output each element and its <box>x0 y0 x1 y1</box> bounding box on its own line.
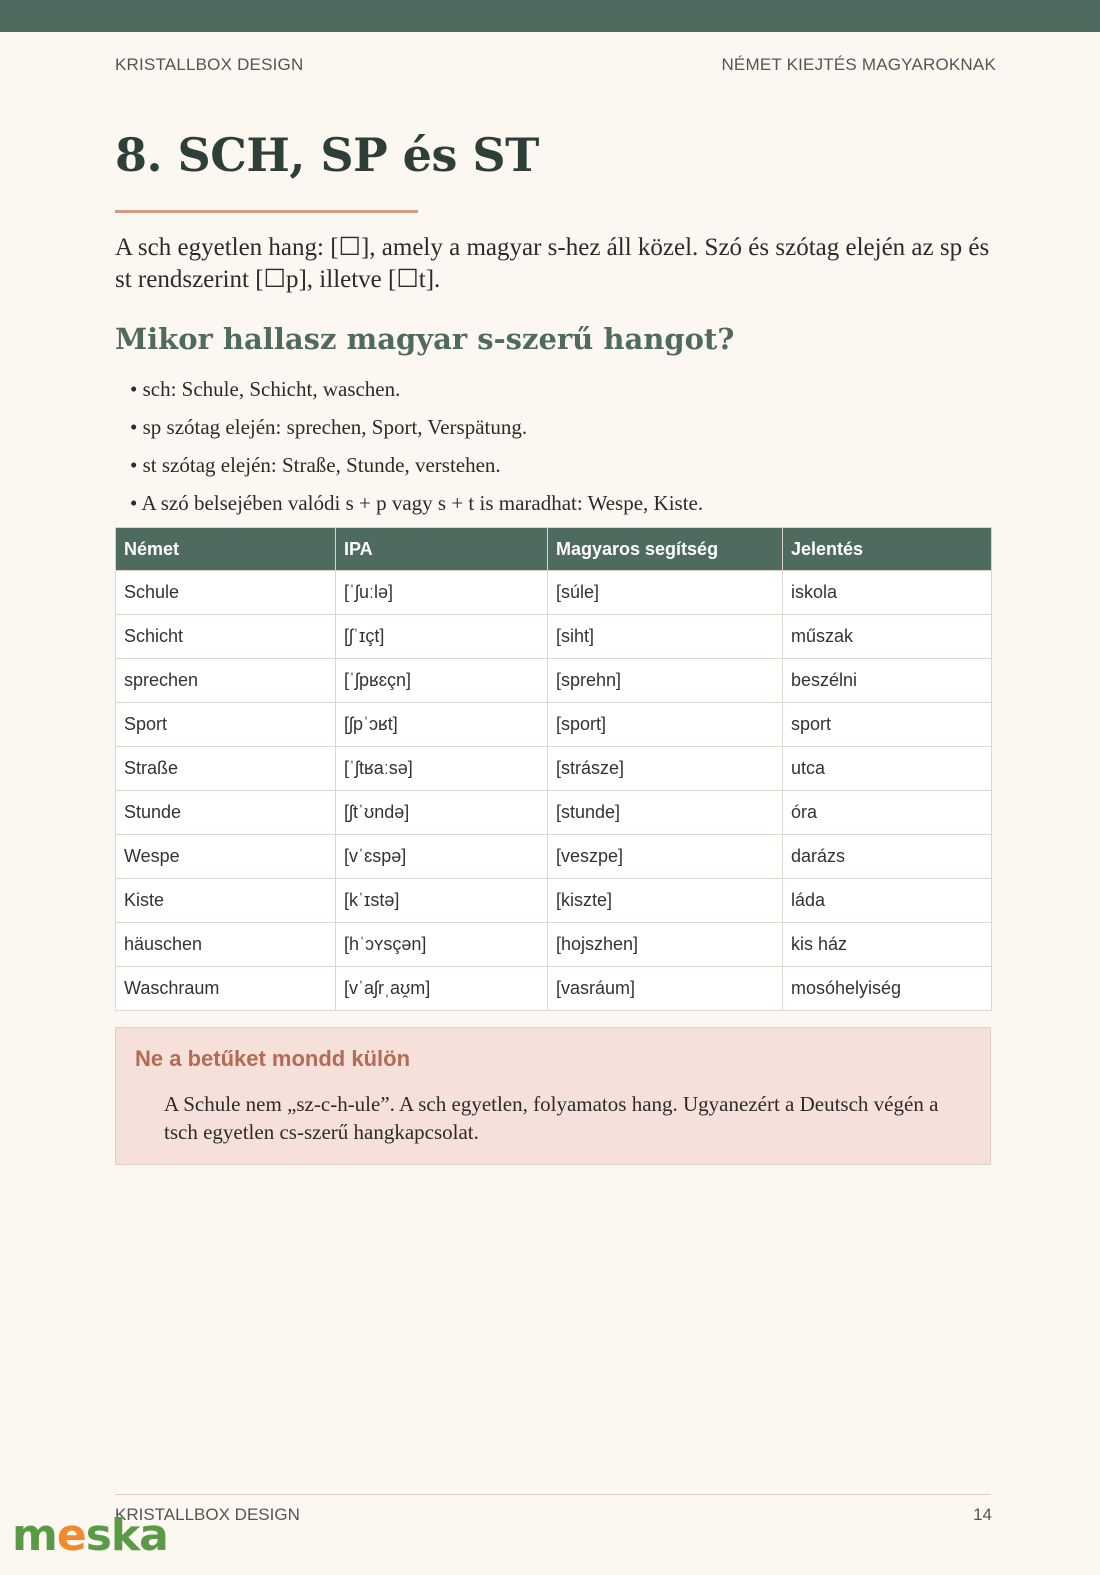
cell-german: Wespe <box>116 835 336 879</box>
title-underline <box>115 210 418 213</box>
page-title: 8. SCH, SP és ST <box>115 128 539 182</box>
cell-german: Sport <box>116 703 336 747</box>
cell-meaning: utca <box>783 747 992 791</box>
page-number: 14 <box>973 1505 992 1524</box>
column-header-german: Német <box>116 528 336 571</box>
column-header-hungarian-help: Magyaros segítség <box>548 528 783 571</box>
cell-german: Stunde <box>116 791 336 835</box>
bullet-list <box>130 374 703 526</box>
cell-ipa: [ˈʃtʁaːsə] <box>336 747 548 791</box>
column-header-ipa: IPA <box>336 528 548 571</box>
table-row <box>116 967 992 1011</box>
cell-german: Straße <box>116 747 336 791</box>
header-book-title: NÉMET KIEJTÉS MAGYAROKNAK <box>721 55 996 74</box>
column-header-meaning: Jelentés <box>783 528 992 571</box>
bullet-item: • st szótag elején: Straße, Stunde, verstehen. <box>130 450 703 488</box>
cell-hungarian-help: [sprehn] <box>548 659 783 703</box>
cell-hungarian-help: [súle] <box>548 571 783 615</box>
tip-body: A Schule nem „sz-c-h-ule”. A sch egyetlen, folyamatos hang. Ugyanezért a Deutsch végén a tsch egyetlen cs-szerű hangkapcsolat. <box>164 1092 939 1144</box>
bullet-item: • sch: Schule, Schicht, waschen. <box>130 374 703 412</box>
section-heading: Mikor hallasz magyar s-szerű hangot? <box>115 322 735 356</box>
table-header-row <box>116 528 992 571</box>
cell-hungarian-help: [siht] <box>548 615 783 659</box>
header-brand: KRISTALLBOX DESIGN <box>115 55 304 74</box>
top-bar <box>0 0 1100 32</box>
footer-divider <box>115 1494 991 1495</box>
cell-hungarian-help: [kiszte] <box>548 879 783 923</box>
cell-meaning: műszak <box>783 615 992 659</box>
bullet-item: • A szó belsejében valódi s + p vagy s + t is maradhat: Wespe, Kiste. <box>130 488 703 526</box>
cell-ipa: [vˈɛspə] <box>336 835 548 879</box>
cell-meaning: mosóhelyiség <box>783 967 992 1011</box>
cell-german: Kiste <box>116 879 336 923</box>
cell-ipa: [vˈaʃrˌaʊ̯m] <box>336 967 548 1011</box>
cell-meaning: beszélni <box>783 659 992 703</box>
cell-hungarian-help: [veszpe] <box>548 835 783 879</box>
cell-meaning: iskola <box>783 571 992 615</box>
footer-brand: KRISTALLBOX DESIGN <box>115 1505 300 1524</box>
cell-meaning: darázs <box>783 835 992 879</box>
cell-hungarian-help: [strásze] <box>548 747 783 791</box>
cell-hungarian-help: [sport] <box>548 703 783 747</box>
cell-hungarian-help: [hojszhen] <box>548 923 783 967</box>
pronunciation-table <box>115 527 992 1011</box>
cell-hungarian-help: [vasráum] <box>548 967 783 1011</box>
table-row <box>116 747 992 791</box>
table-row <box>116 835 992 879</box>
cell-ipa: [ʃtˈʊndə] <box>336 791 548 835</box>
cell-meaning: sport <box>783 703 992 747</box>
cell-ipa: [kˈɪstə] <box>336 879 548 923</box>
cell-meaning: láda <box>783 879 992 923</box>
cell-german: Waschraum <box>116 967 336 1011</box>
table-row <box>116 615 992 659</box>
table-row <box>116 791 992 835</box>
cell-meaning: óra <box>783 791 992 835</box>
cell-german: häuschen <box>116 923 336 967</box>
cell-ipa: [ʃˈɪçt] <box>336 615 548 659</box>
meska-logo-watermark: meska <box>12 1510 168 1561</box>
cell-ipa: [ˈʃuːlə] <box>336 571 548 615</box>
cell-german: Schicht <box>116 615 336 659</box>
cell-ipa: [ʃpˈɔʁt] <box>336 703 548 747</box>
cell-german: sprechen <box>116 659 336 703</box>
bullet-item: • sp szótag elején: sprechen, Sport, Verspätung. <box>130 412 703 450</box>
tip-title: Ne a betűket mondd külön <box>135 1046 411 1071</box>
tip-box <box>115 1027 991 1165</box>
cell-ipa: [ˈʃpʁɛçn] <box>336 659 548 703</box>
cell-ipa: [hˈɔʏsçən] <box>336 923 548 967</box>
table-row <box>116 923 992 967</box>
table-row <box>116 703 992 747</box>
cell-meaning: kis ház <box>783 923 992 967</box>
table-row <box>116 879 992 923</box>
intro-paragraph: A sch egyetlen hang: [☐], amely a magyar s-hez áll közel. Szó és szótag elején az sp és st rendszerint [☐p], illetve [☐t]. <box>115 234 990 293</box>
cell-hungarian-help: [stunde] <box>548 791 783 835</box>
table-row <box>116 659 992 703</box>
table-row <box>116 571 992 615</box>
cell-german: Schule <box>116 571 336 615</box>
